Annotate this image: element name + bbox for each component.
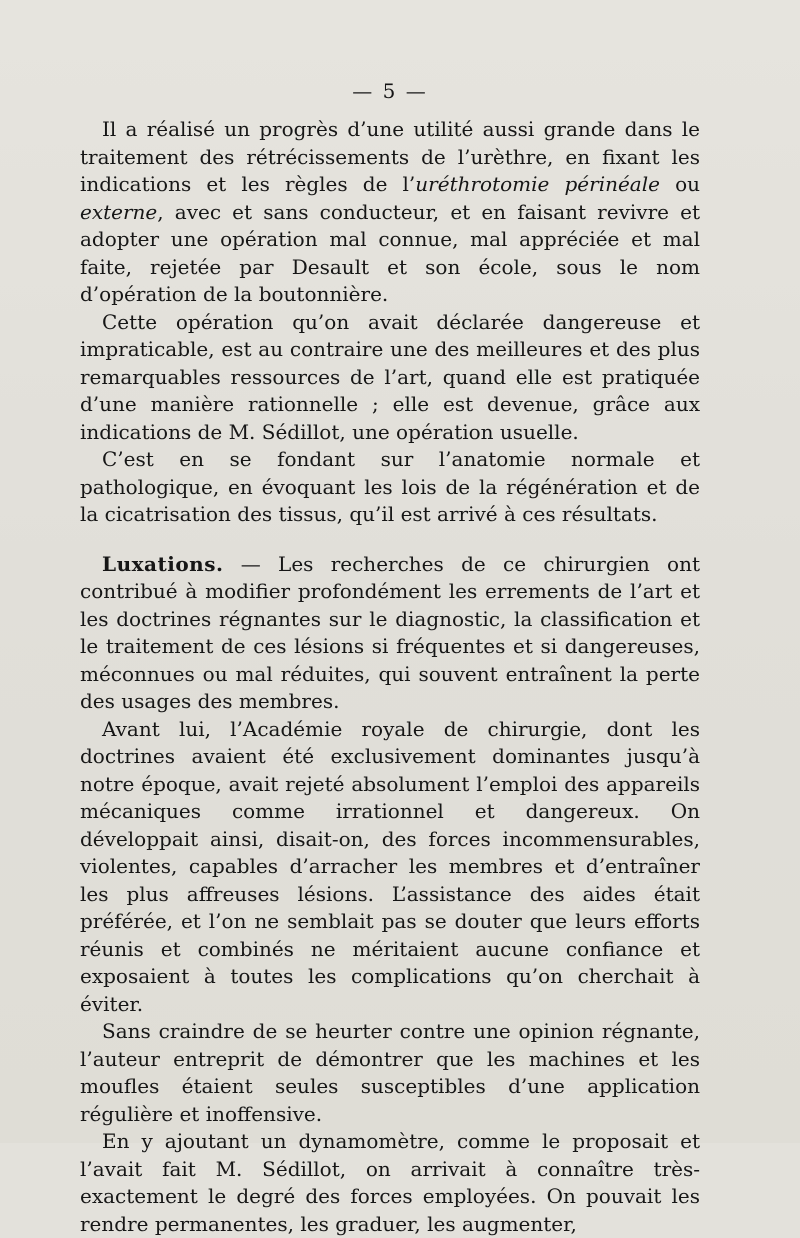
text-run: C’est en se fondant sur l’anatomie normale et pathologique, en évoquant les lois de la régénération et de la cicatrisation des tissus, qu’il est arrivé à ces résultats. — [80, 447, 700, 526]
paragraph-p1 — [80, 116, 700, 309]
paragraph-p4 — [80, 551, 700, 716]
text-run: ou — [659, 172, 701, 196]
page-number: — 5 — — [352, 79, 428, 103]
text-run: , avec et sans conducteur, et en faisant revivre et adopter une opération mal connue, mal appréciée et mal faite, rejetée par Desault et son école, sous le nom d’opération de la boutonnière. — [80, 199, 700, 306]
text-run: Sans craindre de se heurter contre une opinion régnante, l’auteur entreprit de démontrer que les machines et les moufles étaient seules susceptibles d’une application régulière et inoffensive. — [80, 1019, 700, 1126]
text-run: Avant lui, l’Académie royale de chirurgie, dont les doctrines avaient été exclusivement dominantes jusqu’à notre époque, avait rejeté absolument l’emploi des appareils mécaniques comme irrationnel et dangereux. On développait ainsi, disait-on, des forces incommensurables, violentes, capables d’arracher les membres et d’entraîner les plus affreuses lésions. L’assistance des aides était préférée, et l’on ne semblait pas se douter que leurs efforts réunis et combinés ne méritaient aucune confiance et exposaient à toutes les complications qu’on cherchait à éviter. — [80, 716, 700, 1016]
paragraph-p7 — [80, 1128, 700, 1238]
section-title: Luxations. — [102, 551, 224, 576]
paragraph-p2 — [80, 309, 700, 447]
paragraph-p6 — [80, 1018, 700, 1128]
paragraph-p3 — [80, 446, 700, 529]
italic-text: externe — [80, 199, 158, 224]
body-text — [80, 116, 700, 1238]
text-run: Cette opération qu’on avait déclarée dangereuse et impraticable, est au contraire une des meilleures et des plus remarquables ressources de l’art, quand elle est pratiquée d’une manière rationnelle ; elle est devenue, grâce aux indications de M. Sédillot, une opération usuelle. — [80, 309, 700, 444]
text-run: En y ajoutant un dynamomètre, comme le proposait et l’avait fait M. Sédillot, on arrivait à connaître très-exactement le degré des forces employées. On pouvait les rendre permanentes, les graduer, les augmenter, — [80, 1129, 700, 1236]
paragraph-p5 — [80, 716, 700, 1019]
italic-text: uréthrotomie périnéale — [415, 172, 660, 196]
text-run: Il a réalisé un progrès d’une utilité aussi grande dans le traitement des rétrécissements de l’urèthre, en fixant les indications et les règles de l’ — [80, 117, 700, 196]
text-run: — Les recherches de ce chirurgien ont contribué à modifier profondément les errements de l’art et les doctrines régnantes sur le diagnostic, la classification et le traitement de ces lésions si fréquentes et si dangereuses, méconnues ou mal réduites, qui souvent entraînent la perte des usages des membres. — [80, 551, 700, 713]
